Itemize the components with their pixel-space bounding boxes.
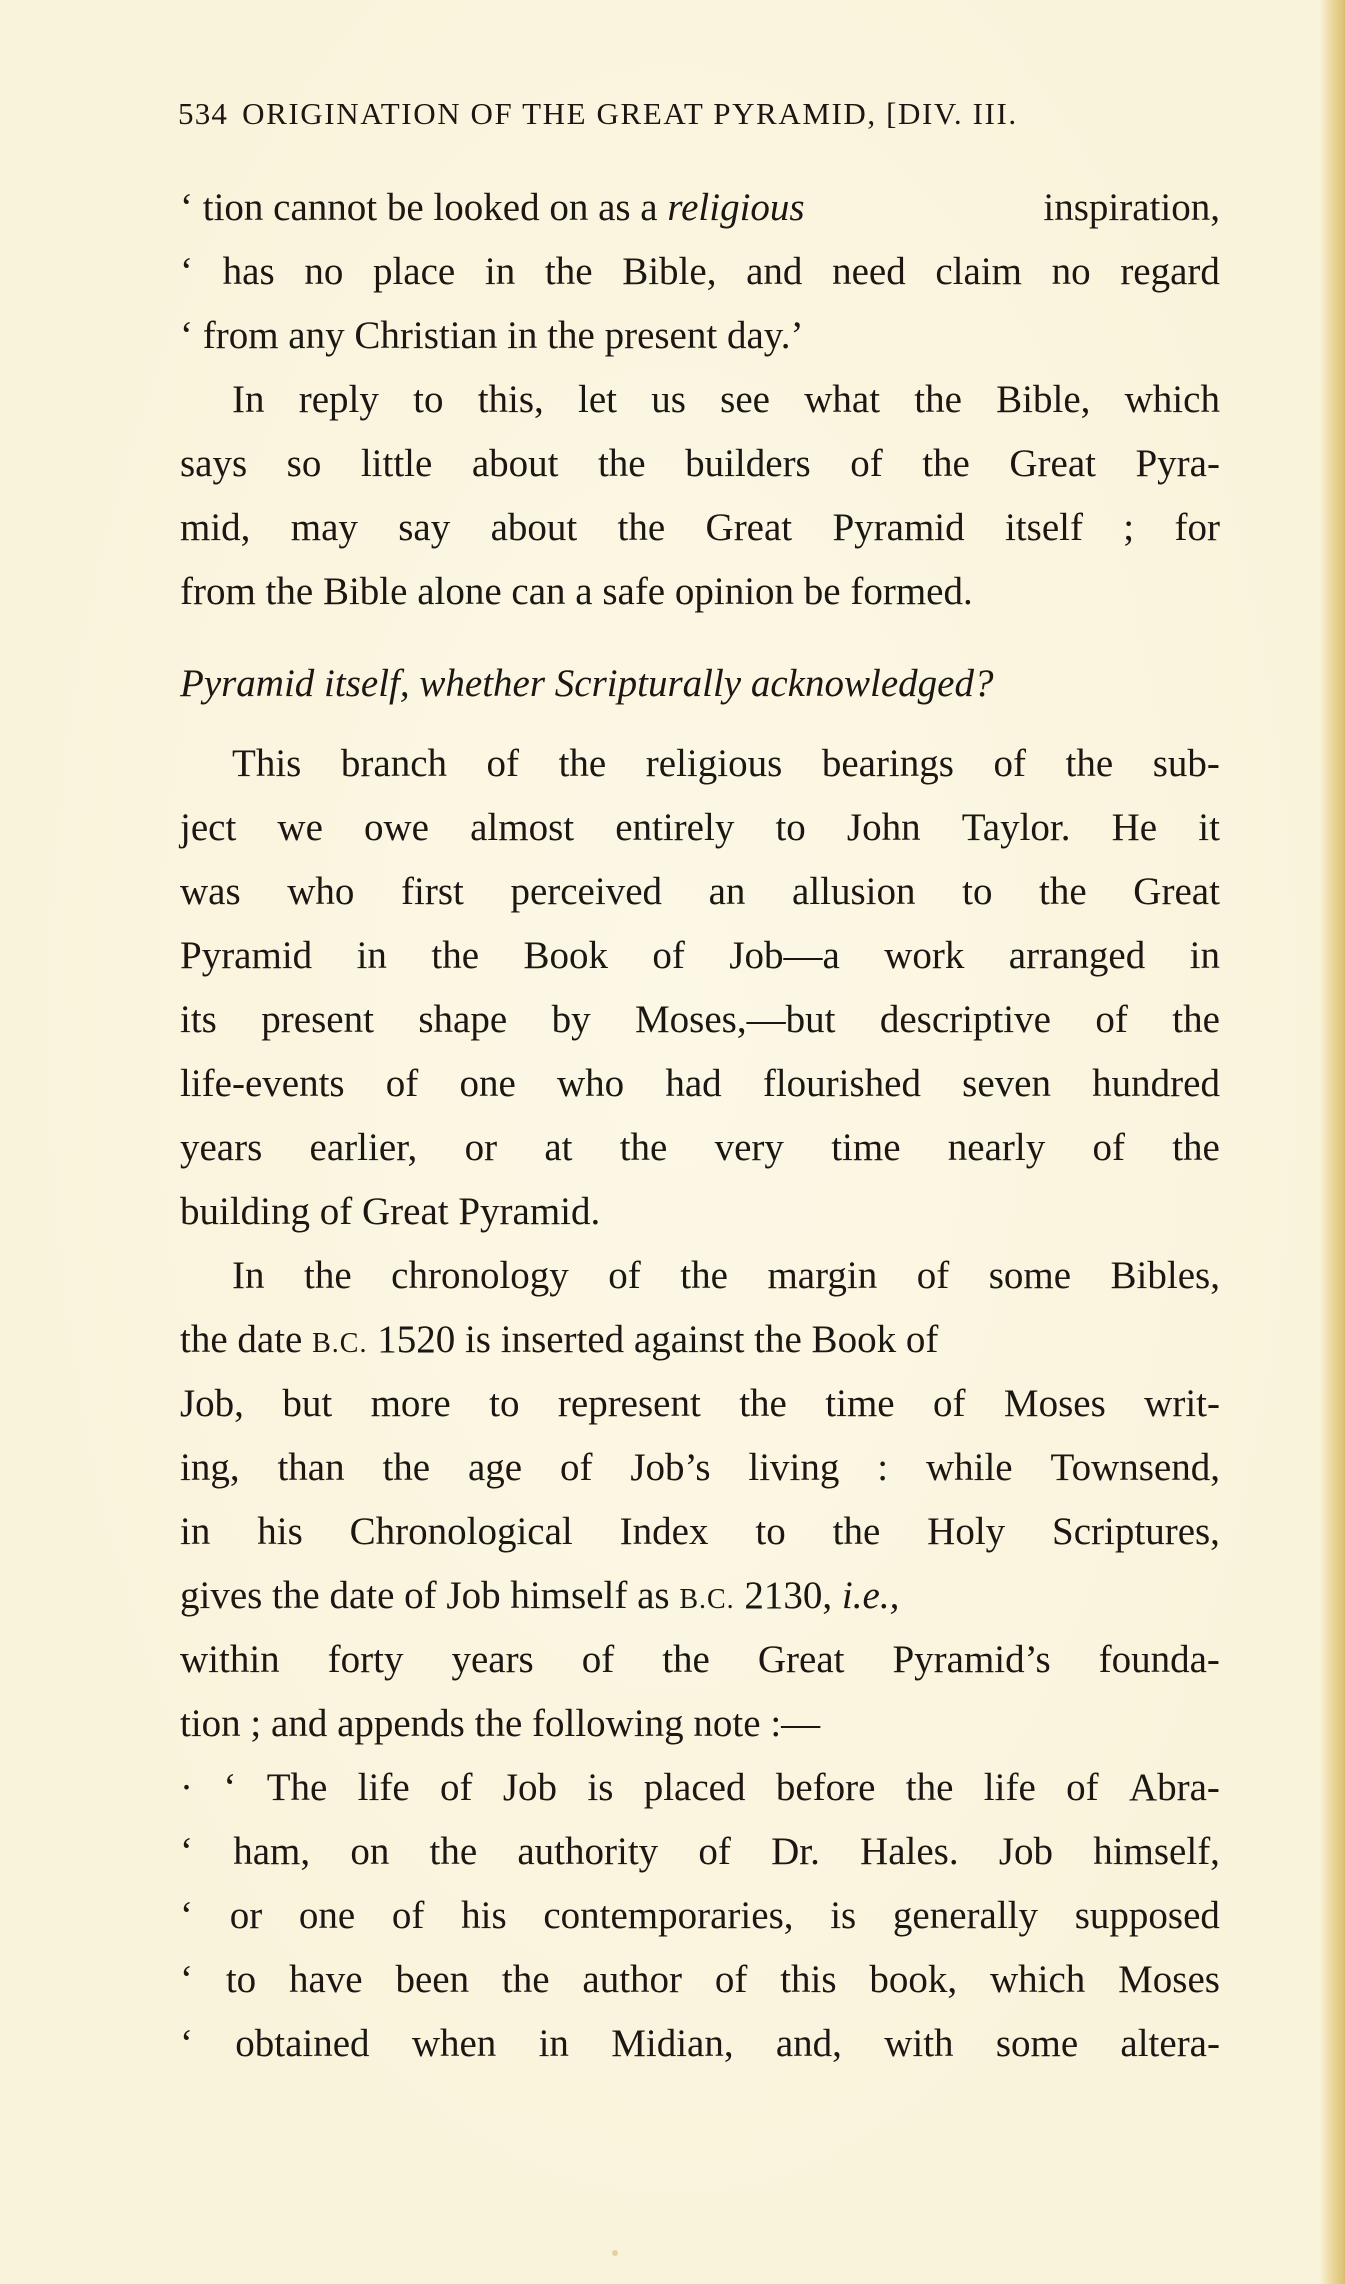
word: authority: [517, 1830, 659, 1873]
text-line: [180, 1308, 1220, 1372]
word: some: [995, 2022, 1079, 2065]
word: Book: [523, 934, 608, 977]
word: perceived: [510, 870, 663, 913]
text-line: [180, 1244, 1220, 1308]
word: little: [360, 442, 433, 485]
word: by: [551, 998, 591, 1041]
word: more: [370, 1382, 451, 1425]
word: This: [232, 742, 302, 785]
word: of: [652, 934, 685, 977]
word: Pyramid: [832, 506, 965, 549]
word: mid,: [180, 506, 251, 549]
word: is: [830, 1894, 857, 1937]
word: of: [439, 1766, 473, 1809]
word: Pyra-: [1135, 442, 1220, 485]
text-line: [180, 560, 1220, 624]
word: when: [411, 2022, 497, 2065]
word: with: [884, 2022, 954, 2065]
word: ing,: [180, 1446, 240, 1489]
word: the: [544, 250, 593, 293]
word: Chronological: [349, 1510, 573, 1553]
word: Great: [705, 506, 793, 549]
word: or: [464, 1126, 498, 1169]
text-line: [180, 1756, 1220, 1820]
word: ject: [180, 806, 237, 849]
word: the: [905, 1766, 954, 1809]
word: the: [1065, 742, 1114, 785]
word: the: [617, 506, 666, 549]
text-line: [180, 860, 1220, 924]
word: living: [748, 1446, 840, 1489]
word: Hales.: [860, 1830, 959, 1873]
text-line: [180, 924, 1220, 988]
paper-speck: [612, 2250, 618, 2256]
word: contemporaries,: [543, 1894, 794, 1937]
word: supposed: [1074, 1894, 1220, 1937]
text-line: [180, 1116, 1220, 1180]
word: to: [962, 870, 993, 913]
text-line: [180, 368, 1220, 432]
word: Taylor.: [961, 806, 1071, 849]
text-line: [180, 1884, 1220, 1948]
word: The: [266, 1766, 328, 1809]
word: branch: [340, 742, 447, 785]
word: before: [775, 1766, 876, 1809]
word: owe: [364, 806, 429, 849]
word: the: [304, 1254, 352, 1297]
word: Bibles,: [1110, 1254, 1220, 1297]
word: ham,: [233, 1830, 311, 1873]
word: ·: [180, 1766, 193, 1809]
italic-emphasis: religious: [667, 186, 805, 229]
word: some: [988, 1254, 1072, 1297]
text-segment: the date: [180, 1318, 313, 1361]
word: who: [556, 1062, 625, 1105]
word: regard: [1120, 250, 1220, 293]
word: to: [775, 806, 806, 849]
text-line: [180, 176, 1220, 240]
word: hundred: [1092, 1062, 1220, 1105]
text-line: [180, 1948, 1220, 2012]
word: Job,: [180, 1382, 244, 1425]
word: the: [1172, 998, 1220, 1041]
word: say: [398, 506, 451, 549]
word: to: [225, 1958, 257, 2001]
word: sub-: [1152, 742, 1220, 785]
word: what: [804, 378, 881, 421]
word: have: [289, 1958, 363, 2001]
word: time: [825, 1382, 895, 1425]
word: in: [538, 2022, 569, 2065]
text-segment: building of Great Pyramid.: [180, 1190, 601, 1233]
word: of: [698, 1830, 731, 1873]
page-edge-shadow: [1319, 0, 1345, 2284]
word: very: [714, 1126, 784, 1169]
word: years: [180, 1126, 263, 1169]
text-line: [180, 1436, 1220, 1500]
word: In: [232, 1254, 265, 1297]
page-number: 534: [178, 96, 229, 131]
word: in: [1189, 934, 1220, 977]
word: arranged: [1008, 934, 1146, 977]
word: He: [1111, 806, 1158, 849]
word: of: [916, 1254, 950, 1297]
text-line: [180, 1052, 1220, 1116]
text-line: [180, 1820, 1220, 1884]
word: present: [261, 998, 374, 1041]
word: been: [395, 1958, 470, 2001]
word: place: [372, 250, 456, 293]
word: reply: [298, 378, 379, 421]
text-segment: from the Bible alone can a safe opinion be formed.: [180, 570, 973, 613]
word: the: [922, 442, 970, 485]
word: claim: [935, 250, 1022, 293]
word: ‘: [180, 1958, 193, 2001]
text-line: [180, 1564, 1220, 1628]
word: of: [486, 742, 520, 785]
word: Great: [757, 1638, 845, 1681]
word: and: [746, 250, 803, 293]
word: than: [277, 1446, 345, 1489]
word: who: [287, 870, 355, 913]
word: the: [619, 1126, 668, 1169]
word: has: [222, 250, 275, 293]
text-line: [180, 1500, 1220, 1564]
word: flourished: [762, 1062, 921, 1105]
word: one: [298, 1894, 356, 1937]
word: one: [459, 1062, 516, 1105]
word: the: [382, 1446, 431, 1489]
word: which: [1124, 378, 1220, 421]
word: writ-: [1144, 1382, 1220, 1425]
word: of: [1092, 1126, 1125, 1169]
word: and,: [775, 2022, 842, 2065]
text-segment: 1520 is inserted against the Book of: [367, 1318, 939, 1361]
text-segment: inspiration,: [1043, 186, 1220, 229]
word: In: [232, 378, 265, 421]
word: Townsend,: [1050, 1446, 1220, 1489]
word: in: [356, 934, 387, 977]
italic-abbreviation: i.e.,: [841, 1574, 900, 1617]
word: this,: [477, 378, 544, 421]
text-segment: 2130,: [734, 1574, 842, 1617]
word: his: [461, 1894, 507, 1937]
word: the: [597, 442, 646, 485]
word: Midian,: [611, 2022, 734, 2065]
word: the: [429, 1830, 478, 1873]
word: earlier,: [309, 1126, 418, 1169]
word: altera-: [1120, 2022, 1220, 2065]
word: obtained: [235, 2022, 370, 2065]
word: allusion: [792, 870, 916, 913]
word: himself,: [1093, 1830, 1220, 1873]
word: bearings: [821, 742, 954, 785]
text-line: [180, 432, 1220, 496]
word: is: [587, 1766, 614, 1809]
word: says: [180, 442, 248, 485]
word: Dr.: [771, 1830, 820, 1873]
word: it: [1198, 806, 1220, 849]
text-line: [180, 1692, 1220, 1756]
word: of: [1066, 1766, 1099, 1809]
word: Index: [619, 1510, 709, 1553]
word: for: [1174, 506, 1220, 549]
word: Bible,: [622, 250, 717, 293]
word: Job’s: [630, 1446, 711, 1489]
text-line: [180, 1180, 1220, 1244]
word: within: [180, 1638, 280, 1681]
word: ;: [1123, 506, 1135, 549]
word: the: [1172, 1126, 1220, 1169]
word: of: [391, 1894, 425, 1937]
word: but: [282, 1382, 333, 1425]
word: Moses: [1118, 1958, 1220, 2001]
word: life: [357, 1766, 410, 1809]
word: of: [993, 742, 1026, 785]
word: which: [989, 1958, 1086, 2001]
word: of: [559, 1446, 593, 1489]
word: to: [755, 1510, 786, 1553]
text-line: [180, 988, 1220, 1052]
word: the: [501, 1958, 550, 2001]
text-line: [180, 496, 1220, 560]
word: Holy: [927, 1510, 1006, 1553]
word: ‘: [180, 1830, 193, 1873]
word: itself: [1004, 506, 1083, 549]
word: Bible,: [996, 378, 1091, 421]
word: placed: [643, 1766, 746, 1809]
text-line: [180, 304, 1220, 368]
word: Job: [998, 1830, 1053, 1873]
text-segment: ‘ from any Christian in the present day.’: [180, 314, 804, 357]
word: on: [350, 1830, 390, 1873]
word: author: [582, 1958, 683, 2001]
word: the: [739, 1382, 787, 1425]
word: Great: [1009, 442, 1096, 485]
word: the: [680, 1254, 728, 1297]
word: his: [257, 1510, 303, 1553]
word: Pyramid: [180, 934, 313, 977]
word: nearly: [947, 1126, 1046, 1169]
word: an: [708, 870, 746, 913]
word: the: [1039, 870, 1087, 913]
word: life-events: [180, 1062, 345, 1105]
word: need: [832, 250, 906, 293]
word: Job: [502, 1766, 558, 1809]
word: of: [581, 1638, 615, 1681]
word: we: [277, 806, 323, 849]
word: let: [578, 378, 618, 421]
word: religious: [645, 742, 783, 785]
word: work: [884, 934, 965, 977]
word: may: [290, 506, 358, 549]
word: Great: [1133, 870, 1220, 913]
word: the: [914, 378, 962, 421]
word: of: [850, 442, 883, 485]
word: time: [831, 1126, 901, 1169]
word: first: [401, 870, 464, 913]
word: seven: [962, 1062, 1051, 1105]
word: about: [471, 442, 559, 485]
text-segment: gives the date of Job himself as: [180, 1574, 680, 1617]
word: life: [983, 1766, 1036, 1809]
running-title: ORIGINATION OF THE GREAT PYRAMID, [DIV. III.: [242, 96, 1018, 131]
word: the: [558, 742, 607, 785]
word: while: [925, 1446, 1013, 1489]
word: builders: [685, 442, 811, 485]
word: years: [451, 1638, 534, 1681]
text-segment: tion ; and appends the following note :—: [180, 1702, 821, 1745]
section-heading: Pyramid itself, whether Scripturally acknowledged?: [180, 662, 994, 705]
word: had: [665, 1062, 722, 1105]
word: in: [180, 1510, 211, 1553]
word: of: [385, 1062, 419, 1105]
word: no: [304, 250, 344, 293]
text-line: [180, 796, 1220, 860]
small-caps-era: B.C.: [679, 1584, 735, 1615]
word: forty: [327, 1638, 404, 1681]
word: of: [933, 1382, 966, 1425]
word: Moses: [1003, 1382, 1106, 1425]
word: shape: [418, 998, 508, 1041]
word: of: [714, 1958, 748, 2001]
word: ‘: [180, 250, 193, 293]
word: entirely: [615, 806, 735, 849]
text-line: [180, 1372, 1220, 1436]
word: John: [846, 806, 921, 849]
word: us: [651, 378, 686, 421]
word: book,: [869, 1958, 958, 2001]
word: of: [608, 1254, 641, 1297]
word: its: [180, 998, 217, 1041]
word: this: [780, 1958, 837, 2001]
word: was: [180, 870, 241, 913]
text-line: [180, 732, 1220, 796]
word: Scriptures,: [1052, 1510, 1220, 1553]
word: almost: [470, 806, 575, 849]
word: about: [490, 506, 578, 549]
text-line: [180, 240, 1220, 304]
word: Job—a: [729, 934, 840, 977]
text-segment: ‘ tion cannot be looked on as a: [180, 186, 668, 229]
running-head: [178, 96, 1218, 156]
word: to: [489, 1382, 520, 1425]
small-caps-era: B.C.: [312, 1328, 368, 1359]
word: so: [286, 442, 322, 485]
word: age: [467, 1446, 523, 1489]
word: chronology: [391, 1254, 569, 1297]
word: generally: [892, 1894, 1039, 1937]
word: in: [484, 250, 516, 293]
text-line: [180, 2012, 1220, 2076]
word: of: [1095, 998, 1128, 1041]
word: represent: [557, 1382, 701, 1425]
word: no: [1051, 250, 1091, 293]
word: founda-: [1098, 1638, 1220, 1681]
word: margin: [767, 1254, 878, 1297]
text-line: [180, 1628, 1220, 1692]
word: to: [413, 378, 444, 421]
word: or: [229, 1894, 263, 1937]
word: at: [544, 1126, 573, 1169]
word: ‘: [223, 1766, 237, 1809]
word: Pyramid’s: [892, 1638, 1051, 1681]
word: ‘: [180, 1894, 193, 1937]
word: the: [832, 1510, 881, 1553]
word: :: [877, 1446, 889, 1489]
word: Abra-: [1128, 1766, 1220, 1809]
word: the: [662, 1638, 710, 1681]
word: descriptive: [879, 998, 1051, 1041]
word: see: [720, 378, 770, 421]
word: Moses,—but: [634, 998, 836, 1041]
word: ‘: [180, 2022, 193, 2065]
word: the: [431, 934, 480, 977]
body-text: [180, 176, 1220, 2076]
